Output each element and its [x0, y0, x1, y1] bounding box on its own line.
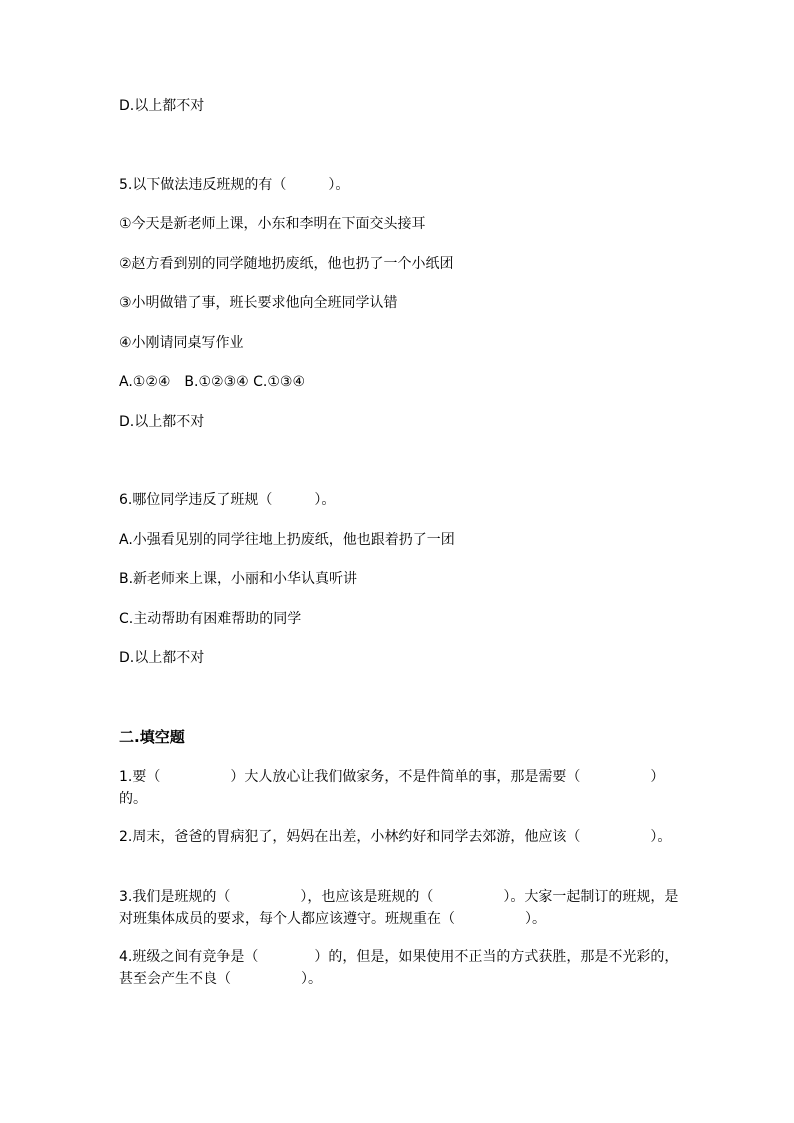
question-5-item-1: ①今天是新老师上课，小东和李明在下面交头接耳: [119, 216, 426, 232]
question-6-option-d: D.以上都不对: [119, 650, 205, 666]
question-6-option-c: C.主动帮助有困难帮助的同学: [119, 611, 302, 627]
fill-in-question-1: 1.要（ ）大人放心让我们做家务，不是件简单的事，那是需要（ ）的。: [119, 769, 665, 807]
question-5-item-4: ④小刚请同桌写作业: [119, 335, 244, 351]
fill-in-question-3: 3.我们是班规的（ ），也应该是班规的（ ）。大家一起制订的班规，是对班集体成员的要求，每个人都应该遵守。班规重在（ ）。: [119, 889, 679, 927]
question-5-option-d: D.以上都不对: [119, 414, 205, 430]
question-4-option-d: D.以上都不对: [119, 98, 205, 114]
question-5-item-3: ③小明做错了事，班长要求他向全班同学认错: [119, 295, 398, 311]
fill-in-question-4: 4.班级之间有竞争是（ ）的，但是，如果使用不正当的方式获胜，那是不光彩的，甚至会产生不良（ ）。: [119, 949, 679, 987]
question-5-item-2: ②赵方看到别的同学随地扔废纸，他也扔了一个小纸团: [119, 256, 454, 272]
question-6-option-b: B.新老师来上课，小丽和小华认真听讲: [119, 571, 358, 587]
question-6-title: 6.哪位同学违反了班规（ ）。: [119, 492, 336, 508]
fill-in-question-2: 2.周末，爸爸的胃病犯了，妈妈在出差，小林约好和同学去郊游，他应该（ ）。: [119, 829, 672, 845]
section-title-fill-in: 二.填空题: [119, 728, 185, 746]
question-5-options-abc: A.①②④ B.①②③④ C.①③④: [119, 374, 306, 390]
question-6-option-a: A.小强看见别的同学往地上扔废纸，他也跟着扔了一团: [119, 532, 455, 548]
question-5-title: 5.以下做法违反班规的有（ ）。: [119, 177, 350, 193]
